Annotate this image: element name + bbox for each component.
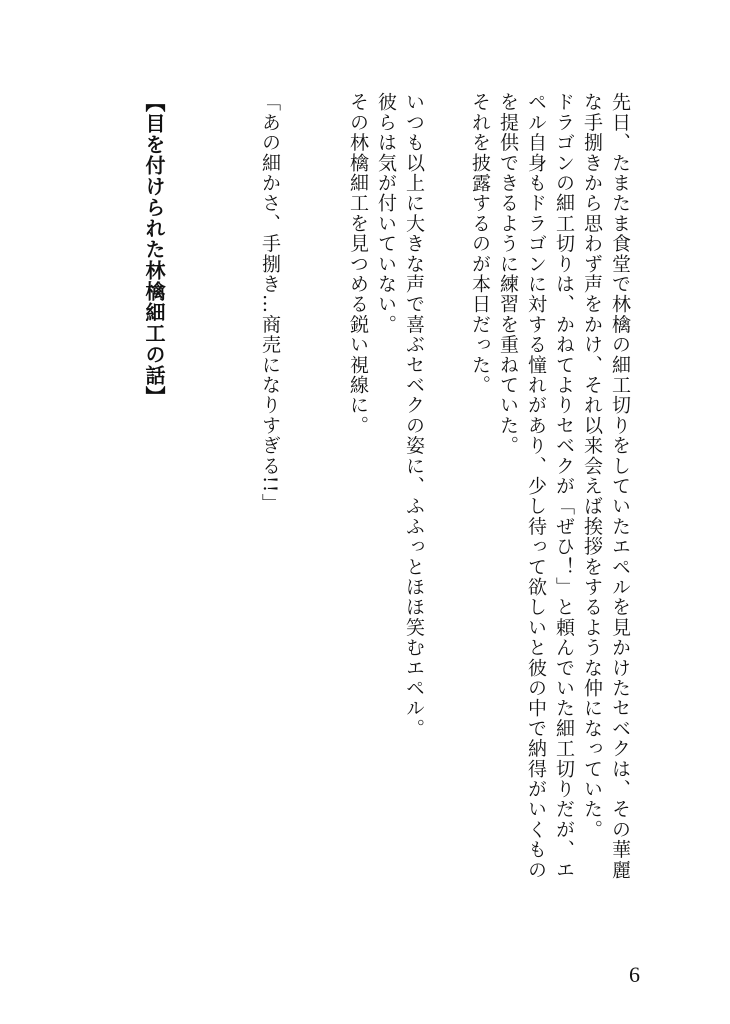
text-line-5: を提供できるように練習を重ねていた。 — [497, 92, 519, 456]
text-line-8: 彼らは気が付いていない。 — [375, 92, 397, 335]
text-line-3: ドラゴンの細工切りは、かねてよりセベクが「ぜひ！」と頼んでいた細工切りだが、エ — [553, 92, 575, 880]
chapter-title: 【目を付けられた林檎細工の話】 — [142, 92, 166, 407]
dialogue-line: 「あの細かさ、手捌き…商売になりすぎる!!」 — [259, 92, 281, 514]
text-line-4: ペル自身もドラゴンに対する憧れがあり、少し待って欲しいと彼の中で納得がいくもの — [525, 92, 547, 880]
text-line-2: な手捌きから思わず声をかけ、それ以来会えば挨拶をするような仲になっていた。 — [581, 92, 603, 840]
text-line-9: その林檎細工を見つめる鋭い視線に。 — [347, 92, 369, 436]
page-number: 6 — [629, 962, 640, 987]
text-line-1: 先日、たまたま食堂で林檎の細工切りをしていたエペルを見かけたセベクは、その華麗 — [609, 92, 631, 880]
text-line-7: いつも以上に大きな声で喜ぶセベクの姿に、ふふっとほほ笑むエペル。 — [403, 92, 425, 739]
text-line-6: それを披露するのが本日だった。 — [469, 92, 491, 395]
